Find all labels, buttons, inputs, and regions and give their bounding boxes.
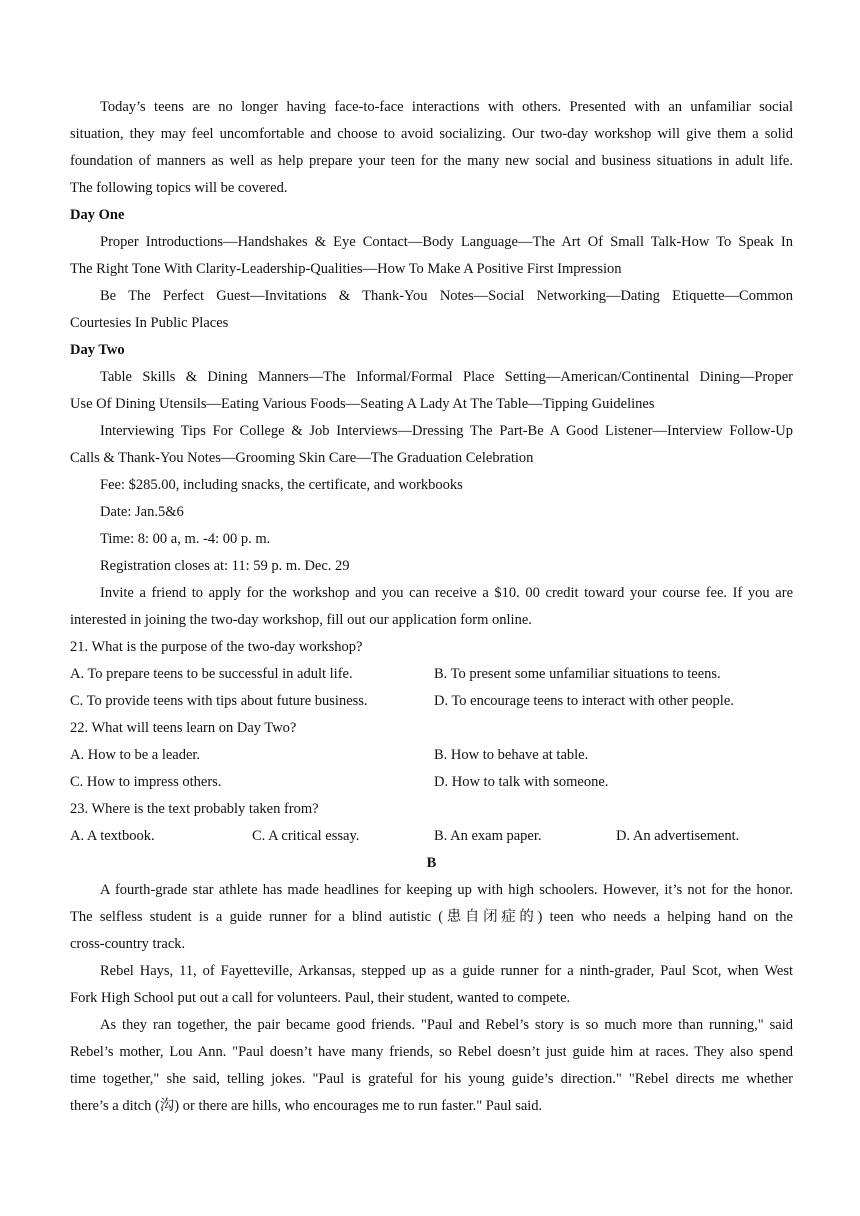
date-text: Date: Jan.5&6	[100, 504, 184, 520]
question-23-options-row	[70, 823, 793, 850]
day-two-topic-2-line-2: Calls & Thank-You Notes—Grooming Skin Care—The Graduation Celebration	[70, 450, 534, 466]
day-one-topic-2-line-1: Be The Perfect Guest—Invitations & Thank-You Notes—Social Networking—Dating Etiquette—Common	[100, 288, 793, 304]
day-two-topic-2-line-1: Interviewing Tips For College & Job Interviews—Dressing The Part-Be A Good Listener—Interview Follow-Up	[100, 423, 793, 439]
question-23-stem: 23. Where is the text probably taken from?	[70, 801, 319, 817]
question-21-stem: 21. What is the purpose of the two-day workshop?	[70, 639, 363, 655]
question-22-option-a: A. How to be a leader.	[70, 747, 201, 763]
passage-b-p2-line-2: Fork High School put out a call for volunteers. Paul, their student, wanted to compete.	[70, 990, 571, 1006]
intro-line-4: The following topics will be covered.	[70, 180, 288, 196]
time-text: Time: 8: 00 a, m. -4: 00 p. m.	[100, 531, 271, 547]
question-22-options-row-2	[70, 769, 793, 796]
day-one-heading: Day One	[70, 207, 125, 223]
question-22-option-b: B. How to behave at table.	[434, 747, 589, 763]
passage-b-p1-line-1: A fourth-grade star athlete has made headlines for keeping up with high schoolers. However, it’s not for the honor.	[100, 882, 793, 898]
day-one-topic-1-line-2: The Right Tone With Clarity-Leadership-Qualities—How To Make A Positive First Impression	[70, 261, 622, 277]
passage-b-p1-line-2: The selfless student is a guide runner for a blind autistic (患自闭症的) teen who needs a helping hand on the	[70, 909, 793, 925]
question-22-option-d: D. How to talk with someone.	[434, 774, 609, 790]
question-23-option-a: A. A textbook.	[70, 828, 155, 844]
question-22-options-row-1	[70, 742, 793, 769]
invite-line-1: Invite a friend to apply for the workshop and you can receive a $10. 00 credit toward your course fee. If you are	[100, 585, 793, 601]
question-21-option-b: B. To present some unfamiliar situations to teens.	[434, 666, 721, 682]
question-23-option-d: D. An advertisement.	[616, 828, 740, 844]
question-21-option-a: A. To prepare teens to be successful in adult life.	[70, 666, 353, 682]
passage-b-p3-line-3: time together," she said, telling jokes. "Paul is grateful for his young guide’s direction." "Rebel directs me whether	[70, 1071, 793, 1087]
passage-b-p1-line-3: cross-country track.	[70, 936, 186, 952]
question-21-options-row-1	[70, 661, 793, 688]
day-one-topic-2-line-2: Courtesies In Public Places	[70, 315, 229, 331]
passage-b-heading: B	[426, 855, 437, 871]
day-one-topic-1-line-1: Proper Introductions—Handshakes & Eye Contact—Body Language—The Art Of Small Talk-How To Speak In	[100, 234, 793, 250]
passage-b-p3-line-2: Rebel’s mother, Lou Ann. "Paul doesn’t have many friends, so Rebel doesn’t just guide him at races. They also spend	[70, 1044, 793, 1060]
question-23-option-b: B. An exam paper.	[434, 828, 542, 844]
question-22-option-c: C. How to impress others.	[70, 774, 222, 790]
fee-text: Fee: $285.00, including snacks, the certificate, and workbooks	[100, 477, 463, 493]
passage-b-p3-line-4: there’s a ditch (沟) or there are hills, who encourages me to run faster." Paul said.	[70, 1098, 543, 1114]
invite-line-2: interested in joining the two-day workshop, fill out our application form online.	[70, 612, 532, 628]
passage-b-p2-line-1: Rebel Hays, 11, of Fayetteville, Arkansas, stepped up as a guide runner for a ninth-grader, Paul Scot, when West	[100, 963, 793, 979]
document-page	[70, 94, 793, 1120]
day-two-topic-1-line-2: Use Of Dining Utensils—Eating Various Foods—Seating A Lady At The Table—Tipping Guidelines	[70, 396, 655, 412]
registration-text: Registration closes at: 11: 59 p. m. Dec. 29	[100, 558, 350, 574]
passage-b-p3-line-1: As they ran together, the pair became good friends. "Paul and Rebel’s story is so much more than running," said	[100, 1017, 793, 1033]
intro-line-1: Today’s teens are no longer having face-to-face interactions with others. Presented with an unfamiliar social	[100, 99, 793, 115]
intro-line-3: foundation of manners as well as help prepare your teen for the many new social and business situations in adult life.	[70, 153, 793, 169]
day-two-topic-1-line-1: Table Skills & Dining Manners—The Informal/Formal Place Setting—American/Continental Dining—Proper	[100, 369, 793, 385]
question-21-options-row-2	[70, 688, 793, 715]
question-21-option-d: D. To encourage teens to interact with other people.	[434, 693, 734, 709]
day-two-heading: Day Two	[70, 342, 125, 358]
intro-line-2: situation, they may feel uncomfortable and choose to avoid socializing. Our two-day workshop will give them a solid	[70, 126, 793, 142]
question-23-option-c: C. A critical essay.	[252, 828, 360, 844]
question-21-option-c: C. To provide teens with tips about future business.	[70, 693, 368, 709]
question-22-stem: 22. What will teens learn on Day Two?	[70, 720, 297, 736]
